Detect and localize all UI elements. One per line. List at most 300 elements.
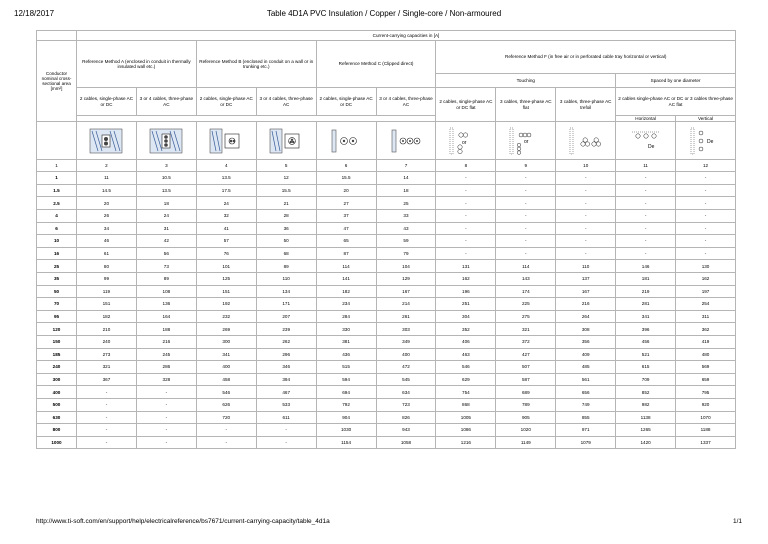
conductor-area-cell: 70 — [37, 298, 77, 311]
capacity-cell: 1030 — [316, 424, 376, 437]
column-number: 7 — [376, 160, 436, 172]
touching-2-cables-flat: 2 cables, single-phase AC or DC flat — [436, 88, 496, 122]
table-row — [37, 386, 736, 399]
capacity-cell: 214 — [376, 298, 436, 311]
capacity-cell: 1420 — [616, 436, 676, 449]
capacity-cell: 480 — [676, 348, 736, 361]
capacity-cell: - — [496, 235, 556, 248]
capacity-cell: 341 — [616, 310, 676, 323]
method-a-2-cables: 2 cables, single-phase AC or DC — [77, 88, 137, 116]
table-row — [37, 247, 736, 260]
capacity-cell: 188 — [136, 323, 196, 336]
spaced-vertical-diagram — [676, 122, 736, 160]
conductor-area-cell: 10 — [37, 235, 77, 248]
column-number-row — [37, 160, 736, 172]
capacity-cell: 167 — [376, 285, 436, 298]
capacity-cell: 507 — [496, 361, 556, 374]
capacity-cell: 207 — [256, 310, 316, 323]
capacity-cell: 31 — [136, 222, 196, 235]
capacity-cell: 311 — [676, 310, 736, 323]
capacity-cell: 546 — [196, 386, 256, 399]
capacity-cell: 134 — [256, 285, 316, 298]
capacity-cell: 114 — [316, 260, 376, 273]
capacity-cell: - — [496, 184, 556, 197]
capacity-cell: 720 — [196, 411, 256, 424]
capacity-cell: - — [77, 386, 137, 399]
capacity-cell: 754 — [436, 386, 496, 399]
capacity-cell: 284 — [316, 310, 376, 323]
capacity-cell: 1265 — [616, 424, 676, 437]
capacity-cell: 367 — [77, 373, 137, 386]
or-label: or — [523, 138, 529, 145]
capacity-cell: - — [616, 210, 676, 223]
capacity-cell: 372 — [496, 336, 556, 349]
capacity-cell: - — [616, 247, 676, 260]
column-number: 12 — [676, 160, 736, 172]
method-c-2-cables: 2 cables, single-phase AC or DC — [316, 88, 376, 116]
capacity-cell: 216 — [136, 336, 196, 349]
capacity-cell: 34 — [77, 222, 137, 235]
capacity-cell: 76 — [196, 247, 256, 260]
capacity-cell: 110 — [256, 273, 316, 286]
capacity-cell: 131 — [436, 260, 496, 273]
capacity-cell: 656 — [556, 386, 616, 399]
capacity-cell: 275 — [496, 310, 556, 323]
capacity-cell: 101 — [196, 260, 256, 273]
capacity-cell: - — [77, 424, 137, 437]
capacity-cell: - — [556, 172, 616, 185]
capacity-cell: 515 — [316, 361, 376, 374]
method-c-2-cables-diagram — [316, 122, 376, 160]
capacity-cell: 300 — [196, 336, 256, 349]
column-number: 11 — [616, 160, 676, 172]
capacity-cell: 240 — [77, 336, 137, 349]
column-number: 1 — [37, 160, 77, 172]
conductor-area-cell: 35 — [37, 273, 77, 286]
capacity-cell: 406 — [436, 336, 496, 349]
capacity-cell: - — [256, 436, 316, 449]
conductor-area-header: Conductor nominal cross-sectional area [mm²] — [37, 41, 77, 122]
capacity-cell: 43 — [376, 222, 436, 235]
capacity-cell: 89 — [136, 273, 196, 286]
table-row — [37, 436, 736, 449]
capacity-cell: 129 — [376, 273, 436, 286]
capacity-cell: 308 — [556, 323, 616, 336]
capacity-cell: - — [556, 222, 616, 235]
capacity-cell: 1058 — [376, 436, 436, 449]
capacity-cell: 1020 — [496, 424, 556, 437]
table-body — [37, 160, 736, 449]
conductor-area-cell: 25 — [37, 260, 77, 273]
capacity-cell: 143 — [496, 273, 556, 286]
capacity-cell: 304 — [436, 310, 496, 323]
conductor-area-cell: 120 — [37, 323, 77, 336]
capacity-cell: 15.5 — [316, 172, 376, 185]
capacity-cell: 330 — [316, 323, 376, 336]
capacity-cell: 611 — [256, 411, 316, 424]
capacity-cell: 20 — [77, 197, 137, 210]
capacity-cell: 47 — [316, 222, 376, 235]
capacity-cell: - — [616, 172, 676, 185]
capacity-cell: 14 — [376, 172, 436, 185]
capacity-cell: 125 — [196, 273, 256, 286]
page-title: Table 4D1A PVC Insulation / Copper / Single-core / Non-armoured — [266, 9, 502, 18]
capacity-cell: 286 — [136, 361, 196, 374]
capacity-cell: 26 — [77, 210, 137, 223]
capacity-cell: 409 — [556, 348, 616, 361]
capacity-cell: - — [136, 424, 196, 437]
touching-3-cables-flat: 3 cables, three-phase AC flat — [496, 88, 556, 122]
capacity-cell: 789 — [496, 398, 556, 411]
capacity-cell: 321 — [77, 361, 137, 374]
capacity-cell: 396 — [616, 323, 676, 336]
capacity-cell: 50 — [256, 235, 316, 248]
conductor-area-cell: 6 — [37, 222, 77, 235]
capacity-cell: 362 — [676, 323, 736, 336]
capacity-cell: 852 — [616, 386, 676, 399]
capacity-cell: - — [436, 172, 496, 185]
capacity-cell: 904 — [316, 411, 376, 424]
capacity-cell: 394 — [256, 373, 316, 386]
or-label: or — [461, 139, 467, 146]
table-row — [37, 222, 736, 235]
capacity-cell: 521 — [616, 348, 676, 361]
conductor-area-cell: 240 — [37, 361, 77, 374]
capacity-cell: 181 — [616, 273, 676, 286]
capacity-cell: 42 — [136, 235, 196, 248]
capacity-cell: 245 — [136, 348, 196, 361]
capacity-cell: - — [676, 197, 736, 210]
capacity-cell: - — [616, 235, 676, 248]
capacity-cell: 1005 — [436, 411, 496, 424]
capacity-cell: 615 — [616, 361, 676, 374]
current-capacity-header: Current-carrying capacities in [A] — [77, 31, 736, 41]
capacity-cell: 80 — [77, 260, 137, 273]
capacity-cell: 341 — [196, 348, 256, 361]
capacity-cell: 1188 — [676, 424, 736, 437]
capacity-cell: 196 — [436, 285, 496, 298]
capacity-cell: 281 — [616, 298, 676, 311]
capacity-cell: 1138 — [616, 411, 676, 424]
capacity-cell: - — [496, 222, 556, 235]
capacity-cell: 146 — [616, 260, 676, 273]
capacity-cell: 234 — [316, 298, 376, 311]
capacity-cell: 381 — [316, 336, 376, 349]
capacity-cell: 210 — [77, 323, 137, 336]
capacity-cell: 467 — [256, 386, 316, 399]
capacity-cell: 346 — [256, 361, 316, 374]
capacity-cell: 629 — [436, 373, 496, 386]
capacity-cell: 569 — [676, 361, 736, 374]
capacity-cell: 174 — [496, 285, 556, 298]
table-row — [37, 273, 736, 286]
capacity-cell: 59 — [376, 235, 436, 248]
conductor-area-cell: 4 — [37, 210, 77, 223]
capacity-cell: - — [676, 172, 736, 185]
capacity-cell: 795 — [676, 386, 736, 399]
capacity-cell: 37 — [316, 210, 376, 223]
capacity-cell: 296 — [256, 348, 316, 361]
capacity-cell: 89 — [256, 260, 316, 273]
conductor-area-cell: 185 — [37, 348, 77, 361]
capacity-cell: - — [196, 424, 256, 437]
conductor-area-cell: 1 — [37, 172, 77, 185]
capacity-cell: 1216 — [436, 436, 496, 449]
conductor-area-cell: 1.5 — [37, 184, 77, 197]
table-row — [37, 424, 736, 437]
capacity-cell: - — [436, 247, 496, 260]
capacity-cell: - — [496, 197, 556, 210]
capacity-cell: 21 — [256, 197, 316, 210]
column-number: 3 — [136, 160, 196, 172]
de-label: De — [706, 138, 713, 145]
capacity-cell: - — [436, 197, 496, 210]
capacity-cell: 792 — [316, 398, 376, 411]
page-number: 1/1 — [732, 518, 742, 525]
capacity-cell: 130 — [676, 260, 736, 273]
capacity-cell: 594 — [316, 373, 376, 386]
capacity-cell: 905 — [496, 411, 556, 424]
capacity-cell: 79 — [376, 247, 436, 260]
table-row — [37, 298, 736, 311]
capacity-cell: 18 — [136, 197, 196, 210]
capacity-cell: 171 — [256, 298, 316, 311]
capacity-cell: - — [496, 172, 556, 185]
capacity-cell: 485 — [556, 361, 616, 374]
capacity-cell: 219 — [616, 285, 676, 298]
capacity-cell: - — [436, 222, 496, 235]
touching-3-flat-diagram — [496, 122, 556, 160]
capacity-cell: 25 — [376, 197, 436, 210]
method-a-3-cables-diagram — [136, 122, 196, 160]
capacity-cell: - — [136, 386, 196, 399]
column-number: 8 — [436, 160, 496, 172]
capacity-cell: - — [676, 222, 736, 235]
column-number: 2 — [77, 160, 137, 172]
capacity-cell: - — [676, 210, 736, 223]
capacity-cell: 73 — [136, 260, 196, 273]
print-date: 12/18/2017 — [14, 9, 55, 18]
capacity-cell: 192 — [196, 298, 256, 311]
column-number: 9 — [496, 160, 556, 172]
capacity-cell: 57 — [196, 235, 256, 248]
capacity-cell: 458 — [196, 373, 256, 386]
column-number: 4 — [196, 160, 256, 172]
capacity-cell: 1086 — [436, 424, 496, 437]
capacity-cell: - — [676, 184, 736, 197]
conductor-area-cell: 1000 — [37, 436, 77, 449]
capacity-cell: 419 — [676, 336, 736, 349]
capacity-cell: 61 — [77, 247, 137, 260]
table-row — [37, 285, 736, 298]
capacity-cell: 456 — [616, 336, 676, 349]
capacity-cell: - — [556, 247, 616, 260]
capacity-cell: 920 — [676, 398, 736, 411]
capacity-cell: - — [136, 411, 196, 424]
capacity-cell: 68 — [256, 247, 316, 260]
conductor-area-cell: 50 — [37, 285, 77, 298]
capacity-cell: - — [136, 398, 196, 411]
capacity-cell: 24 — [136, 210, 196, 223]
capacity-cell: 27 — [316, 197, 376, 210]
method-b-header: Reference Method B (enclosed in conduit on a wall or in trunking etc.) — [196, 41, 316, 88]
spaced-header: Spaced by one diameter — [616, 74, 736, 88]
capacity-cell: 137 — [556, 273, 616, 286]
capacity-cell: - — [77, 398, 137, 411]
method-c-3-4-cables: 3 or 4 cables, three-phase AC — [376, 88, 436, 116]
touching-header: Touching — [436, 74, 616, 88]
capacity-cell: 99 — [77, 273, 137, 286]
conductor-area-cell: 400 — [37, 386, 77, 399]
table-row — [37, 210, 736, 223]
capacity-cell: 136 — [136, 298, 196, 311]
capacity-cell: 587 — [496, 373, 556, 386]
table-row — [37, 373, 736, 386]
table-row — [37, 323, 736, 336]
capacity-cell: 17.5 — [196, 184, 256, 197]
capacity-cell: 110 — [556, 260, 616, 273]
capacity-cell: 472 — [376, 361, 436, 374]
capacity-cell: 561 — [556, 373, 616, 386]
capacity-cell: 349 — [376, 336, 436, 349]
method-f-header: Reference Method F (in free air or in perforated cable tray horizontal or vertical) — [436, 41, 736, 74]
capacity-cell: 749 — [556, 398, 616, 411]
conductor-area-cell: 16 — [37, 247, 77, 260]
capacity-cell: 151 — [196, 285, 256, 298]
capacity-cell: - — [616, 197, 676, 210]
capacity-cell: 328 — [136, 373, 196, 386]
capacity-cell: 12 — [256, 172, 316, 185]
capacity-cell: 659 — [676, 373, 736, 386]
capacity-cell: 971 — [556, 424, 616, 437]
conductor-area-cell: 95 — [37, 310, 77, 323]
capacity-cell: 436 — [316, 348, 376, 361]
conductor-area-cell: 2.5 — [37, 197, 77, 210]
capacity-cell: - — [496, 210, 556, 223]
capacity-cell: 225 — [496, 298, 556, 311]
capacity-cell: 14.5 — [77, 184, 137, 197]
capacity-cell: 41 — [196, 222, 256, 235]
capacity-cell: 545 — [376, 373, 436, 386]
capacity-cell: 28 — [256, 210, 316, 223]
capacity-cell: 141 — [316, 273, 376, 286]
capacity-cell: 87 — [316, 247, 376, 260]
conductor-area-cell: 500 — [37, 398, 77, 411]
capacity-cell: - — [556, 197, 616, 210]
method-a-header: Reference Method A (enclosed in conduit in thermally insulated wall etc.) — [77, 41, 197, 88]
capacity-cell: 634 — [376, 386, 436, 399]
capacity-cell: 321 — [496, 323, 556, 336]
method-a-2-cables-diagram — [77, 122, 137, 160]
capacity-cell: 33 — [376, 210, 436, 223]
capacity-cell: - — [436, 210, 496, 223]
capacity-cell: 826 — [376, 411, 436, 424]
table-row — [37, 411, 736, 424]
capacity-cell: 119 — [77, 285, 137, 298]
table-row — [37, 235, 736, 248]
capacity-cell: - — [676, 247, 736, 260]
capacity-cell: 216 — [556, 298, 616, 311]
capacity-cell: 232 — [196, 310, 256, 323]
capacity-cell: 114 — [496, 260, 556, 273]
capacity-cell: - — [616, 222, 676, 235]
capacity-cell: 273 — [77, 348, 137, 361]
capacity-cell: 1154 — [316, 436, 376, 449]
method-a-3-4-cables: 3 or 4 cables, three-phase AC — [136, 88, 196, 116]
capacity-cell: 182 — [316, 285, 376, 298]
capacity-cell: 162 — [436, 273, 496, 286]
capacity-cell: 427 — [496, 348, 556, 361]
capacity-cell: 20 — [316, 184, 376, 197]
table-row — [37, 197, 736, 210]
table-row — [37, 361, 736, 374]
capacity-cell: - — [136, 436, 196, 449]
method-c-3-cables-diagram — [376, 122, 436, 160]
capacity-cell: - — [436, 235, 496, 248]
capacity-cell: 65 — [316, 235, 376, 248]
touching-3-cables-trefoil: 3 cables, three-phase AC trefoil — [556, 88, 616, 122]
capacity-cell: 689 — [496, 386, 556, 399]
capacity-cell: - — [556, 210, 616, 223]
capacity-cell: 18 — [376, 184, 436, 197]
capacity-cell: 626 — [196, 398, 256, 411]
capacity-cell: 709 — [616, 373, 676, 386]
capacity-cell: 13.5 — [196, 172, 256, 185]
capacity-cell: 10.5 — [136, 172, 196, 185]
capacity-cell: 108 — [136, 285, 196, 298]
conductor-area-cell: 630 — [37, 411, 77, 424]
capacity-cell: 36 — [256, 222, 316, 235]
capacity-cell: 1149 — [496, 436, 556, 449]
capacity-cell: - — [556, 235, 616, 248]
capacity-cell: - — [196, 436, 256, 449]
capacity-cell: 463 — [436, 348, 496, 361]
table-row — [37, 184, 736, 197]
capacity-cell: 239 — [256, 323, 316, 336]
capacity-cell: 943 — [376, 424, 436, 437]
spaced-horizontal-diagram — [616, 122, 676, 160]
touching-trefoil-diagram — [556, 122, 616, 160]
conductor-area-cell: 300 — [37, 373, 77, 386]
capacity-cell: 546 — [436, 361, 496, 374]
touching-2-cables-diagram — [436, 122, 496, 160]
capacity-cell: 269 — [196, 323, 256, 336]
conductor-area-cell: 800 — [37, 424, 77, 437]
capacity-cell: 694 — [316, 386, 376, 399]
column-number: 6 — [316, 160, 376, 172]
capacity-cell: 104 — [376, 260, 436, 273]
capacity-cell: 164 — [136, 310, 196, 323]
current-capacity-table — [36, 30, 736, 449]
table-row — [37, 336, 736, 349]
capacity-cell: 11 — [77, 172, 137, 185]
capacity-cell: 1337 — [676, 436, 736, 449]
source-url: http://www.ti-soft.com/en/support/help/electricalreference/bs7671/current-carrying-capacity/table_4d1a — [36, 518, 330, 525]
spaced-subheader: 2 cables single-phase AC or DC or 3 cables three-phase AC flat — [616, 88, 736, 116]
capacity-cell: 13.5 — [136, 184, 196, 197]
capacity-cell: 32 — [196, 210, 256, 223]
method-b-3-4-cables: 3 or 4 cables, three-phase AC — [256, 88, 316, 116]
capacity-cell: 303 — [376, 323, 436, 336]
table-row — [37, 260, 736, 273]
capacity-cell: - — [436, 184, 496, 197]
table-row — [37, 398, 736, 411]
capacity-cell: 352 — [436, 323, 496, 336]
capacity-cell: 46 — [77, 235, 137, 248]
method-c-header: Reference Method C (Clipped direct) — [316, 41, 436, 88]
capacity-cell: - — [496, 247, 556, 260]
capacity-cell: - — [676, 235, 736, 248]
